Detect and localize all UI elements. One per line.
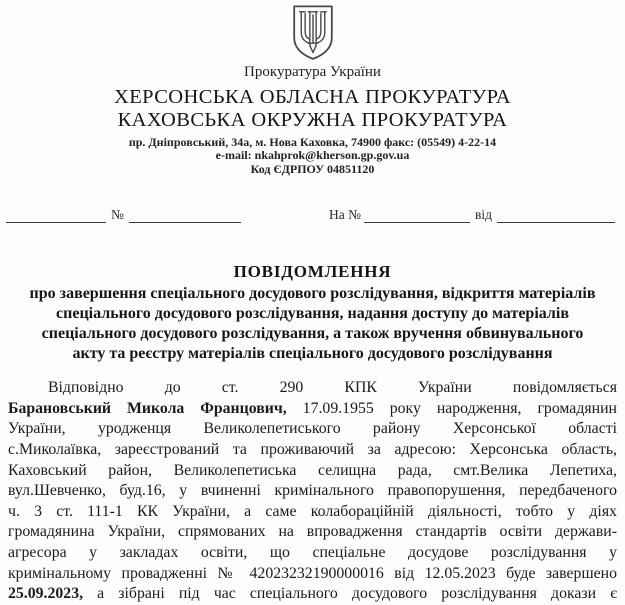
body-line — [8, 440, 617, 461]
reference-line — [6, 206, 615, 223]
incoming-ref — [329, 207, 615, 223]
reply-number-label: На № — [329, 207, 361, 223]
emphasized-text: Барановський Микола Францович, — [8, 399, 287, 417]
subtitle-line: про завершення спеціального досудового розслідування, відкриття матеріалів — [29, 285, 596, 303]
body-text: а зібрані під час спеціального досудового розслідування докази є — [83, 585, 617, 603]
notice-title: ПОВІДОМЛЕННЯ — [233, 262, 392, 282]
subtitle-line: спеціального досудового розслідування, надання доступу до матеріалів — [56, 305, 569, 323]
outgoing-ref — [6, 207, 241, 223]
org-sub-name: КАХОВСЬКА ОКРУЖНА ПРОКУРАТУРА — [117, 109, 508, 131]
edrpou-code: Код ЄДРПОУ 04851120 — [250, 161, 375, 176]
number-blank-field — [129, 209, 241, 223]
body-line — [8, 522, 617, 543]
ukraine-trident-icon — [282, 4, 344, 62]
from-label: від — [475, 207, 492, 223]
reply-number-blank-field — [364, 209, 470, 223]
body-line — [8, 378, 617, 399]
body-line — [8, 399, 617, 420]
notice-subtitle — [8, 284, 617, 364]
body-text: с.Миколаївка, зареєстрований та проживаючий за адресою: Херсонська область, — [8, 441, 617, 458]
date-blank-field — [6, 209, 106, 223]
body-text: громадянина України, спрямованих на впровадження стандартів освіти держави- — [8, 523, 617, 541]
postal-address: пр. Дніпровський, 34а, м. Нова Каховка, 74900 факс: (05549) 4-22-14 — [128, 135, 497, 149]
body-paragraph — [8, 378, 617, 605]
subtitle-line: акту та реєстру матеріалів спеціального досудового розслідування — [72, 345, 553, 363]
email-line: e-mail: nkahprok@kherson.gp.gov.ua — [215, 148, 410, 163]
body-text: ч. 3 ст. 111-1 КК України, а саме колабораційній діяльності, тобто у діях — [8, 502, 617, 520]
body-text: вул.Шевченко, буд.16, у вчиненні кримінального правопорушення, передбаченого — [8, 482, 617, 500]
body-line — [8, 461, 617, 482]
letterhead — [0, 4, 625, 176]
body-line — [8, 564, 617, 585]
body-line — [8, 584, 617, 605]
body-line — [8, 502, 617, 523]
body-line — [8, 481, 617, 502]
body-text: 17.09.1955 року народження, громадянин — [286, 399, 617, 417]
body-line — [8, 419, 617, 440]
body-text: Відповідно до ст. 290 КПК України повідомляється — [48, 379, 617, 397]
org-parent-name: Прокуратура України — [244, 64, 381, 80]
body-text: України, уродженця Великолепетиського району Херсонської області — [8, 420, 617, 438]
number-label: № — [111, 207, 124, 223]
body-text: Каховський район, Великолепетиська селищна рада, смт.Велика Лепетиха, — [8, 461, 617, 479]
notice-section — [0, 261, 625, 605]
org-main-name: ХЕРСОНСЬКА ОБЛАСНА ПРОКУРАТУРА — [114, 86, 511, 108]
from-date-blank-field — [497, 209, 615, 223]
emphasized-text: 25.09.2023, — [8, 585, 84, 603]
body-text: агресора у закладах освіти, що спеціальне досудове розслідування у — [8, 543, 617, 561]
body-text: кримінальному провадженні № 42023232190000016 від 12.05.2023 буде завершено — [8, 564, 617, 582]
contact-block — [0, 136, 625, 176]
subtitle-line: спеціального досудового розслідування, а також вручення обвинувального — [41, 325, 584, 343]
body-line — [8, 543, 617, 564]
